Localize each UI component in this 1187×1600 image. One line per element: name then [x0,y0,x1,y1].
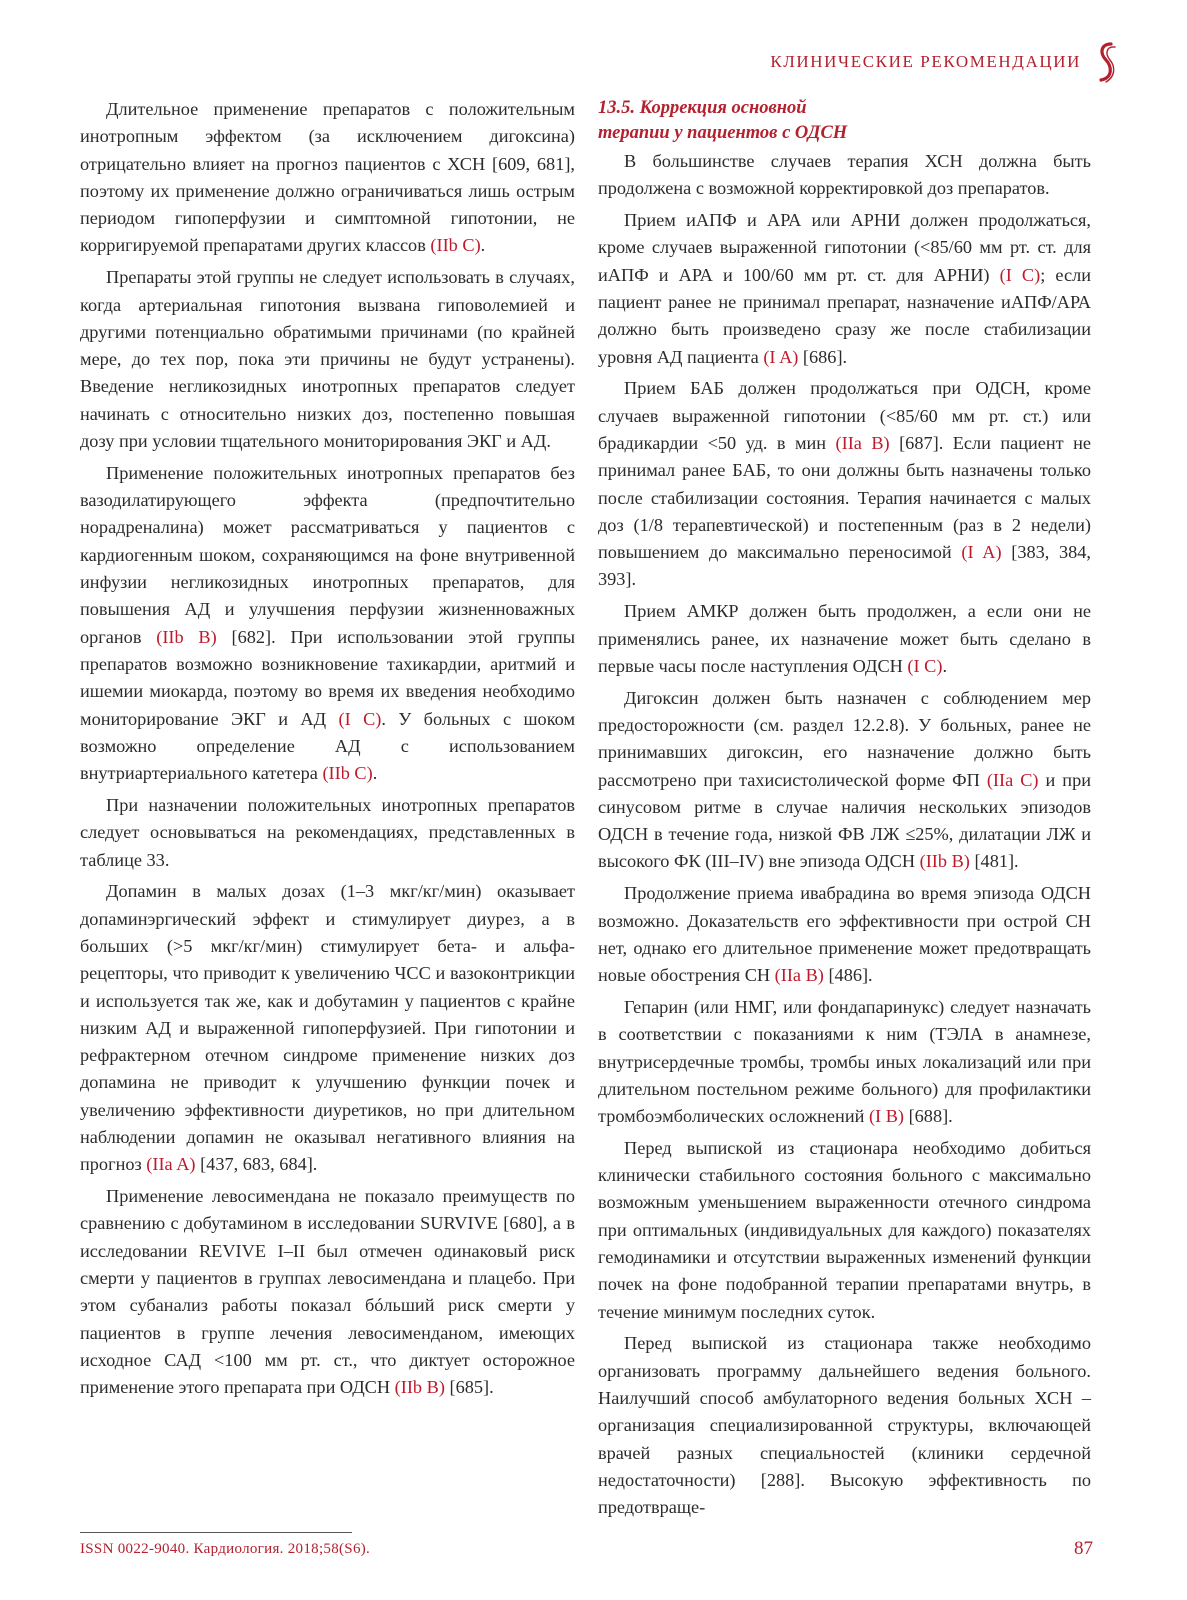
recommendation-class: (I A) [961,542,1002,563]
recommendation-class: (IIa B) [774,965,824,986]
recommendation-class: (I B) [868,1106,904,1127]
running-header [770,40,1121,84]
paragraph: Перед выпиской из стационара необходимо добиться клинически стабильного состояния больного с максимально возможным уменьшением выраженности отечного синдрома при оптимальных (индивидуальных для каждого) показателях гемодинамики и отсутствии выраженных изменений функции почек на фоне подобранной терапии препаратами внутрь, в течение минимум последних суток. [598,1137,1091,1322]
paragraph: Гепарин (или НМГ, или фондапаринукс) следует назначать в соответствии с показаниями к ним (ТЭЛА в анамнезе, внутрисердечные тромбы, тромбы иных локализаций или при длительном постельном режиме больного) для профилактики тромбоэмболических осложнений (I B) [688]. [598,996,1091,1127]
left-column [80,96,575,1406]
footer-rule [80,1532,352,1533]
recommendation-class: (IIa B) [835,432,890,453]
recommendation-class: (I C) [907,655,943,676]
recommendation-class: (IIa C) [986,769,1039,790]
recommendation-class: (IIb B) [394,1377,445,1398]
recommendation-class: (IIa A) [146,1154,196,1175]
section-heading: 13.5. Коррекция основной терапии у пациентов с ОДСН [598,98,848,143]
paragraph: Применение положительных инотропных препаратов без вазодилатирующего эффекта (предпочтительно норадреналина) может рассматриваться у пациентов с кардиогенным шоком, сохраняющимся на фоне внутривенной инфузии негликозидных инотропных препаратов, для повышения АД и улучшения перфузии жизненноважных органов (IIb B) [682]. При использовании этой группы препаратов возможно возникновение тахикардии, аритмий и ишемии миокарда, поэтому во время их введения необходимо мониторирование ЭКГ и АД (I C). У больных с шоком возможно определение АД с использованием внутриартериального катетера (IIb C). [80,462,576,784]
paragraph: Прием иАПФ и АРА или АРНИ должен продолжаться, кроме случаев выраженной гипотонии (<85/60 мм рт. ст. для иАПФ и АРА и 100/60 мм рт. ст. для АРНИ) (I C); если пациент ранее не принимал препарат, назначение иАПФ/АРА должно быть произведено сразу же после стабилизации уровня АД пациента (I A) [686]. [598,210,1091,367]
recommendation-class: (IIb B) [156,626,217,647]
header-title: КЛИНИЧЕСКИЕ РЕКОМЕНДАЦИИ [770,52,1081,71]
paragraph: Прием АМКР должен быть продолжен, а если они не применялись ранее, их назначение может быть сделано в первые часы после наступления ОДСН (I C). [598,601,1091,676]
recommendation-class: (IIb C) [322,763,373,784]
paragraph: Допамин в малых дозах (1–3 мкг/кг/мин) оказывает допаминэргический эффект и стимулирует диурез, а в больших (>5 мкг/кг/мин) стимулирует бета- и альфа-рецепторы, что приводит к увеличению ЧСС и вазоконтрикции и используется так же, как и добутамин у пациентов с крайне низким АД и выраженной гипоперфузией. При гипотонии и рефрактерном отечном синдроме применение низких доз допамина не приводит к улучшению функции почек и увеличению эффективности диуретиков, но при длительном наблюдении допамин не оказывал негативного влияния на прогноз (IIa A) [437, 683, 684]. [80,881,575,1175]
paragraph: Препараты этой группы не следует использовать в случаях, когда артериальная гипотония вызвана гиповолемией и другими потенциально обратимыми причинами (по крайней мере, до тех пор, пока эти причины не будут устранены). Введение негликозидных инотропных препаратов следует начинать с относительно низких доз, постепенно повышая дозу при условии тщательного мониторирования ЭКГ и АД. [80,267,575,452]
recommendation-class: (IIb C) [430,235,481,256]
page-number: 87 [1074,1538,1093,1559]
right-column [598,96,1091,1526]
paragraph: Длительное применение препаратов с положительным инотропным эффектом (за исключением дигоксина) отрицательно влияет на прогноз пациентов с ХСН [609, 681], поэтому их применение должно ограничиваться лишь острым периодом гипоперфузии и симптомной гипотонии, не корригируемой препаратами других классов (IIb C). [80,99,575,256]
footer-citation: ISSN 0022-9040. Кардиология. 2018;58(S6). [80,1541,371,1557]
paragraph: Дигоксин должен быть назначен с соблюдением мер предосторожности (см. раздел 12.2.8). У больных, ранее не принимавших дигоксин, его назначение должно быть рассмотрено при тахисистолической форме ФП (IIa C) и при синусовом ритме в случае наличия нескольких эпизодов ОДСН в течение года, низкой ФВ ЛЖ ≤25%, дилатации ЛЖ и высокого ФК (III–IV) вне эпизода ОДСН (IIb B) [481]. [598,687,1091,872]
recommendation-class: (IIb B) [919,851,970,872]
paragraph: Прием БАБ должен продолжаться при ОДСН, кроме случаев выраженной гипотонии (<85/60 мм рт. ст.) или брадикардии <50 уд. в мин (IIa B) [687]. Если пациент не принимал ранее БАБ, то они должны быть назначены только после стабилизации состояния. Терапия начинается с малых доз (1/8 терапевтической) и постепенным (раз в 2 недели) повышением до максимально переносимой (I A) [383, 384, 393]. [598,378,1092,590]
paragraph: Продолжение приема ивабрадина во время эпизода ОДСН возможно. Доказательств его эффективности при острой СН нет, однако его длительное применение может предотвращать новые обострения СН (IIa B) [486]. [598,883,1091,986]
paragraph: Применение левосимендана не показало преимуществ по сравнению с добутамином в исследовании SURVIVE [680], а в исследовании REVIVE I–II был отмечен одинаковый риск смерти у пациентов в группах левосимендана и плацебо. При этом субанализ работы показал бóльший риск смерти у пациентов в группе лечения левосименданом, имеющих исходное САД <100 мм рт. ст., что диктует осторожное применение этого препарата при ОДСН (IIb B) [685]. [80,1186,575,1398]
recommendation-class: (I A) [763,346,799,367]
journal-s-logo-icon [1091,40,1121,84]
paragraph: При назначении положительных инотропных препаратов следует основываться на рекомендациях, представленных в таблице 33. [80,794,575,870]
paragraph: В большинстве случаев терапия ХСН должна быть продолжена с возможной корректировкой доз препаратов. [598,151,1091,199]
recommendation-class: (I C) [999,264,1041,285]
paragraph: Перед выпиской из стационара также необходимо организовать программу дальнейшего ведения больного. Наилучший способ амбулаторного ведения больных ХСН – организация специализированной структуры, включающей врачей разных специальностей (клиники сердечной недостаточности) [288]. Высокую эффективность по предотвраще- [598,1333,1091,1518]
recommendation-class: (I C) [338,708,382,729]
